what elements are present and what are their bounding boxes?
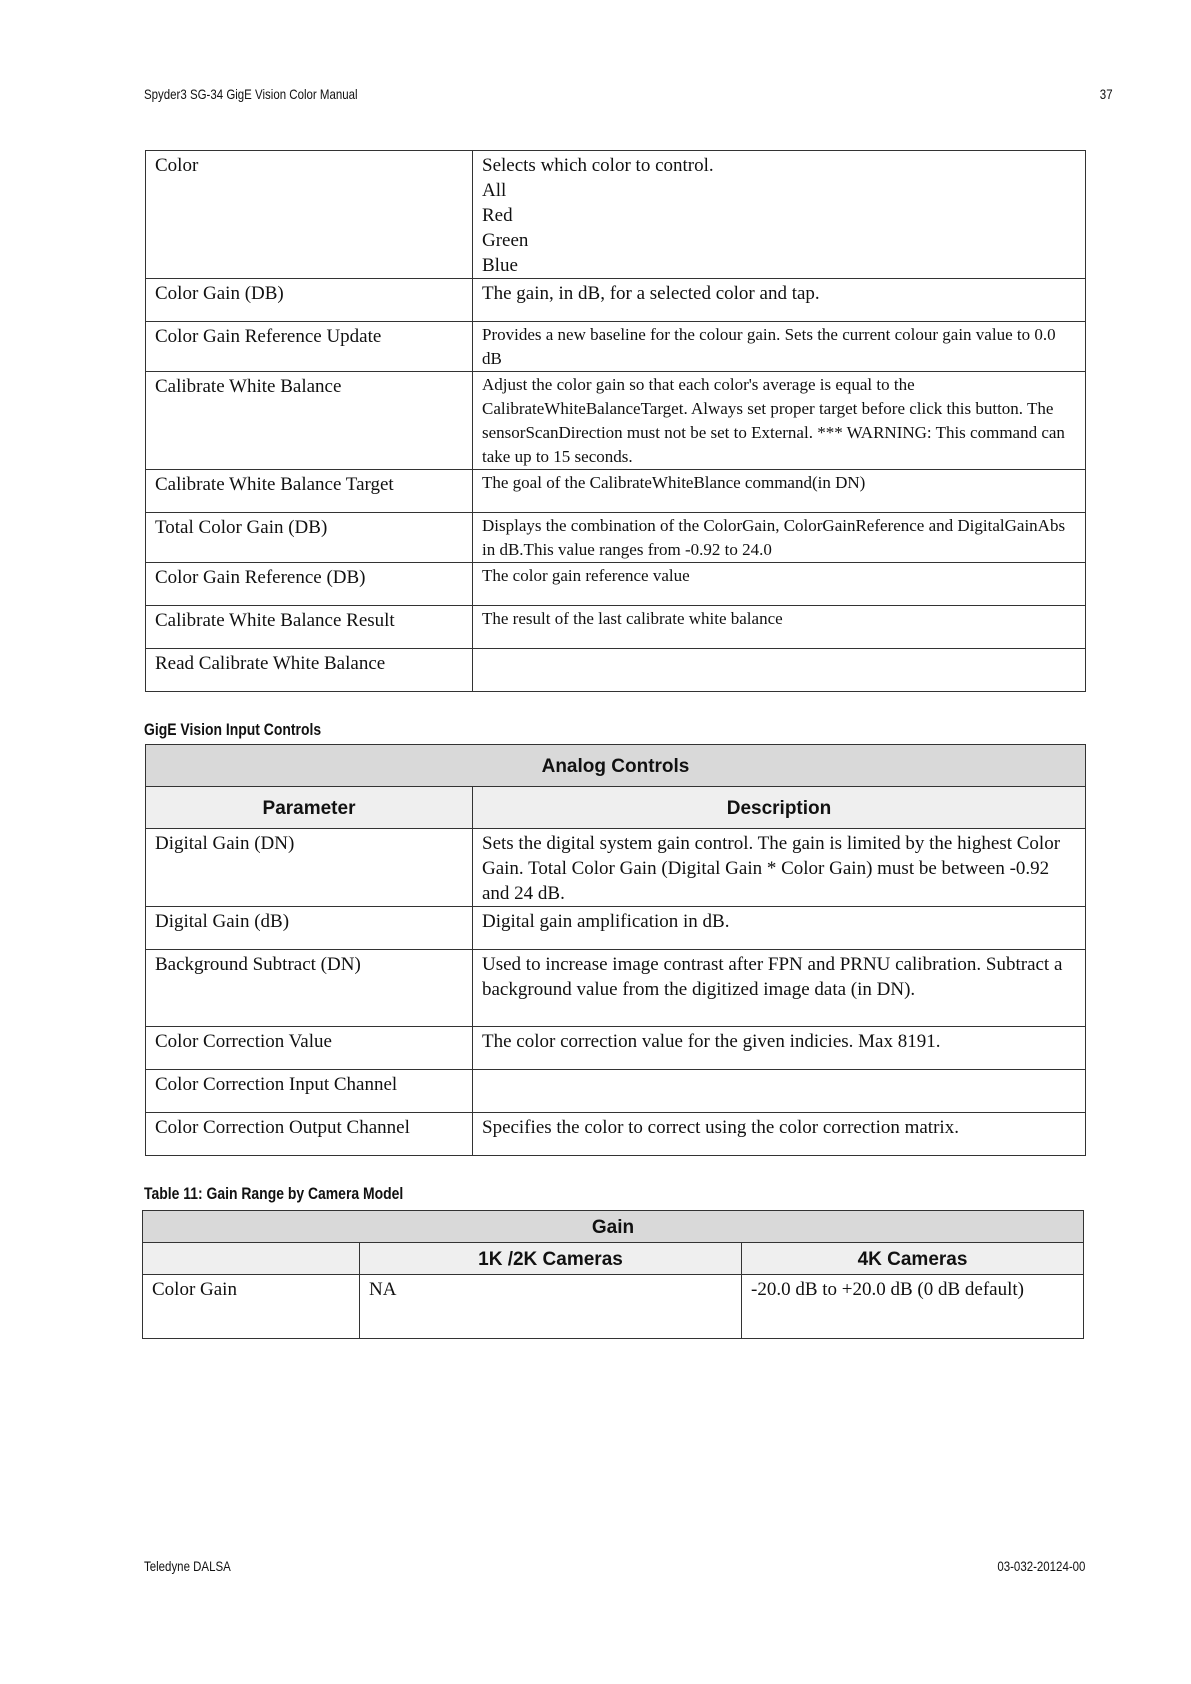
desc-cell: The color gain reference value [473, 563, 1086, 606]
color-controls-table [145, 150, 1086, 692]
footer-doc-number: 03-032-20124-00 [996, 1558, 1085, 1574]
table-row [146, 513, 1086, 563]
table-row [146, 563, 1086, 606]
table-row [146, 1027, 1086, 1070]
desc-cell: Adjust the color gain so that each color's average is equal to the CalibrateWhiteBalanceTarget. Always set proper target before click this button. The sensorScanDirection must not be set to External. *** WARNING: This command can take up to 15 seconds. [473, 372, 1086, 470]
desc-cell: Provides a new baseline for the colour gain. Sets the current colour gain value to 0.0 dB [473, 322, 1086, 372]
desc-cell: Sets the digital system gain control. The gain is limited by the highest Color Gain. Total Color Gain (Digital Gain * Color Gain) must be between -0.92 and 24 dB. [473, 829, 1086, 907]
param-cell: Color Gain Reference (DB) [146, 563, 473, 606]
section-caption-input-controls: GigE Vision Input Controls [144, 720, 322, 739]
band-title: Gain [143, 1211, 1084, 1243]
table-header-row [146, 787, 1086, 829]
table-row [146, 829, 1086, 907]
value-cell-1k-2k: NA [360, 1275, 742, 1339]
table-row [146, 950, 1086, 1027]
table-row [146, 1113, 1086, 1156]
document-title: Spyder3 SG-34 GigE Vision Color Manual [144, 86, 358, 102]
desc-cell: Displays the combination of the ColorGain, ColorGainReference and DigitalGainAbs in dB.This value ranges from -0.92 to 24.0 [473, 513, 1086, 563]
desc-cell: Used to increase image contrast after FPN and PRNU calibration. Subtract a background value from the digitized image data (in DN). [473, 950, 1086, 1027]
band-title: Analog Controls [146, 745, 1086, 787]
color-option-blue: Blue [482, 255, 518, 276]
param-cell: Color Gain (DB) [146, 279, 473, 322]
table-row [146, 151, 1086, 279]
footer-company: Teledyne DALSA [144, 1558, 231, 1574]
param-cell: Color [146, 151, 473, 279]
col-header-4k-cameras: 4K Cameras [742, 1243, 1084, 1275]
desc-line: Selects which color to control. [482, 155, 714, 176]
table-row [146, 1070, 1086, 1113]
table-row [146, 649, 1086, 692]
param-cell: Read Calibrate White Balance [146, 649, 473, 692]
param-cell: Color Correction Value [146, 1027, 473, 1070]
desc-cell: The color correction value for the given indicies. Max 8191. [473, 1027, 1086, 1070]
param-cell: Background Subtract (DN) [146, 950, 473, 1027]
param-cell: Color Correction Output Channel [146, 1113, 473, 1156]
desc-cell: The goal of the CalibrateWhiteBlance command(in DN) [473, 470, 1086, 513]
table-caption-gain-range: Table 11: Gain Range by Camera Model [144, 1184, 404, 1203]
param-cell: Color Gain [143, 1275, 360, 1339]
table-row [143, 1275, 1084, 1339]
table-band-row [143, 1211, 1084, 1243]
param-cell: Digital Gain (dB) [146, 907, 473, 950]
col-header-description: Description [473, 787, 1086, 829]
col-header-parameter: Parameter [146, 787, 473, 829]
value-cell-4k: -20.0 dB to +20.0 dB (0 dB default) [742, 1275, 1084, 1339]
table-band-row [146, 745, 1086, 787]
page-number: 37 [1100, 86, 1113, 102]
table-row [146, 606, 1086, 649]
desc-cell: The gain, in dB, for a selected color and tap. [473, 279, 1086, 322]
param-cell: Total Color Gain (DB) [146, 513, 473, 563]
col-header-blank [143, 1243, 360, 1275]
desc-cell [473, 1070, 1086, 1113]
table-row [146, 907, 1086, 950]
param-cell: Calibrate White Balance Target [146, 470, 473, 513]
param-cell: Digital Gain (DN) [146, 829, 473, 907]
desc-cell: Digital gain amplification in dB. [473, 907, 1086, 950]
param-cell: Calibrate White Balance Result [146, 606, 473, 649]
table-row [146, 322, 1086, 372]
desc-cell [473, 151, 1086, 279]
color-option-green: Green [482, 230, 529, 251]
param-cell: Color Gain Reference Update [146, 322, 473, 372]
desc-cell: The result of the last calibrate white balance [473, 606, 1086, 649]
desc-cell [473, 649, 1086, 692]
color-option-all: All [482, 180, 507, 201]
color-option-red: Red [482, 205, 513, 226]
desc-cell: Specifies the color to correct using the color correction matrix. [473, 1113, 1086, 1156]
table-row [146, 470, 1086, 513]
table-header-row [143, 1243, 1084, 1275]
table-row [146, 372, 1086, 470]
analog-controls-table [145, 744, 1086, 1156]
param-cell: Calibrate White Balance [146, 372, 473, 470]
gain-range-table [142, 1210, 1084, 1339]
col-header-1k-2k-cameras: 1K /2K Cameras [360, 1243, 742, 1275]
param-cell: Color Correction Input Channel [146, 1070, 473, 1113]
table-row [146, 279, 1086, 322]
